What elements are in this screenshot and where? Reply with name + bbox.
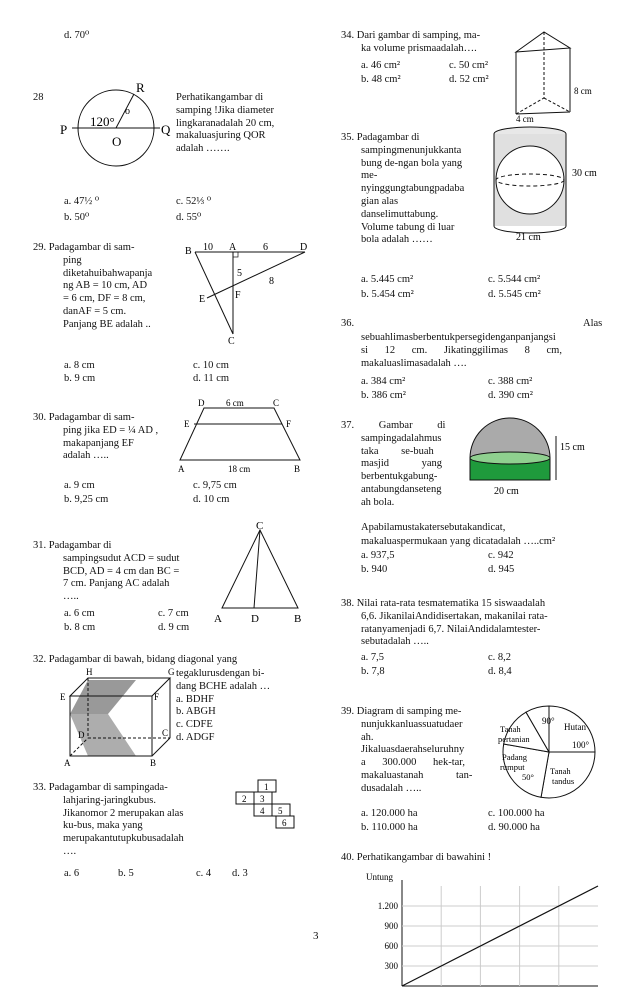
- svg-text:30 cm: 30 cm: [572, 168, 597, 179]
- q31-option-b: b. 8 cm: [64, 622, 96, 633]
- q37-option-a: a. 937,5: [361, 550, 395, 561]
- svg-text:3: 3: [260, 794, 265, 804]
- q35-text: [341, 132, 484, 247]
- q38-text: [341, 598, 603, 649]
- q35-line: danselimuttabung.: [361, 208, 439, 220]
- q29-line: ping: [63, 254, 82, 266]
- q30-option-c: c. 9,75 cm: [193, 480, 237, 491]
- q33-option-a: a. 6: [64, 868, 80, 879]
- q39-line: Jikaluasdaerahseluruhny: [361, 744, 465, 756]
- q35-option-a: a. 5.445 cm²: [361, 274, 414, 285]
- q37-line: berbentukgabung-: [361, 471, 438, 483]
- q29-line: 29. Padagambar di sam-: [33, 242, 135, 253]
- q30-line: adalah …..: [63, 450, 109, 462]
- q34-option-c: c. 50 cm²: [449, 60, 489, 71]
- svg-text:F: F: [154, 692, 160, 702]
- svg-text:C: C: [273, 398, 280, 408]
- q31-text: [33, 540, 211, 604]
- svg-text:D: D: [251, 613, 259, 624]
- q33-line: 33. Padagambar di sampingada-: [33, 782, 168, 793]
- svg-text:D: D: [78, 730, 85, 740]
- svg-text:B: B: [150, 758, 157, 768]
- q33-option-c: c. 4: [196, 868, 212, 879]
- q34-line: ka volume prismaadalah….: [361, 42, 477, 54]
- q32-line: dang BCHE adalah …: [176, 680, 271, 692]
- pie-label-pertanian-1: Tanah: [500, 724, 521, 734]
- q39-option-b: b. 110.000 ha: [361, 822, 418, 833]
- label-o: O: [112, 134, 122, 149]
- q36-option-b: b. 386 cm²: [361, 390, 406, 401]
- q39-line: nunjukkanluassuatudaer: [361, 718, 463, 730]
- q39-pie-chart: [492, 700, 610, 800]
- svg-text:E: E: [60, 692, 66, 702]
- q29-option-a: a. 8 cm: [64, 360, 95, 371]
- svg-text:G: G: [168, 667, 175, 677]
- q35-option-d: d. 5.545 cm²: [488, 289, 541, 300]
- q40-line-chart: [362, 868, 606, 990]
- q30-option-b: b. 9,25 cm: [64, 494, 109, 505]
- q30-line: makapanjang EF: [63, 437, 134, 449]
- q28-line: Perhatikangambar di: [176, 92, 264, 103]
- q35-line: nyinggungtabungpadaba: [361, 183, 465, 195]
- q39-option-d: d. 90.000 ha: [488, 822, 540, 833]
- q36-line: si 12 cm. Jikatinggilimas 8 cm,: [361, 344, 562, 356]
- svg-text:D: D: [300, 242, 308, 253]
- q32-option-b: b. ABGH: [176, 706, 216, 718]
- q35-option-b: b. 5.454 cm²: [361, 289, 414, 300]
- y-tick-label: 900: [384, 921, 398, 931]
- q31-line: 7 cm. Panjang AC adalah: [63, 578, 170, 590]
- q31-option-a: a. 6 cm: [64, 608, 95, 619]
- q39-line: a 300.000 hek-tar,: [361, 757, 465, 769]
- q29-option-b: b. 9 cm: [64, 373, 96, 384]
- svg-text:2: 2: [242, 794, 247, 804]
- svg-text:4 cm: 4 cm: [516, 114, 534, 124]
- q36-text: [361, 332, 601, 370]
- q37-line: antabungdanseteng: [361, 483, 442, 495]
- q37-line-8: Apabilamustakatersebutakandicat,: [361, 522, 506, 533]
- svg-text:10: 10: [203, 242, 213, 253]
- q29-line: diketahuibahwapanja: [63, 267, 153, 279]
- q31-option-d: d. 9 cm: [158, 622, 190, 633]
- q30-option-a: a. 9 cm: [64, 480, 95, 491]
- pie-label-padang-2: rumput: [500, 762, 525, 772]
- q29-option-c: c. 10 cm: [193, 360, 229, 371]
- q32-line: tegaklurusdengan bi-: [176, 668, 265, 679]
- label-p: P: [60, 122, 68, 137]
- q35-line: Volume tabung di luar: [361, 221, 455, 233]
- svg-text:A: A: [229, 242, 237, 253]
- svg-text:18 cm: 18 cm: [228, 464, 251, 474]
- svg-text:21 cm: 21 cm: [516, 232, 541, 243]
- pie-label-tandus-1: Tanah: [550, 766, 571, 776]
- svg-text:15 cm: 15 cm: [560, 442, 585, 453]
- svg-text:C: C: [256, 520, 264, 532]
- svg-text:6: 6: [282, 818, 287, 828]
- q38-line: 38. Nilai rata-rata tesmatematika 15 siswaadalah: [341, 598, 546, 609]
- q28-circle-figure: [52, 78, 176, 174]
- q32-cube-figure: [58, 666, 178, 770]
- q39-option-a: a. 120.000 ha: [361, 808, 418, 819]
- y-tick-label: 1.200: [377, 901, 398, 911]
- q31-line: …..: [63, 591, 79, 603]
- q28-option-d: d. 55⁰: [176, 212, 202, 223]
- pie-label-angle-top: 90°: [542, 716, 555, 726]
- q28-number: 28: [33, 92, 44, 103]
- q36-line: makaluaslimasadalah ….: [361, 357, 467, 369]
- q34-text: [341, 30, 480, 56]
- q33-line: ….: [63, 845, 77, 857]
- pie-label-pertanian-2: pertanian: [498, 734, 530, 744]
- svg-text:E: E: [184, 419, 190, 429]
- q29-line: = 6 cm, DF = 8 cm,: [63, 293, 146, 305]
- page-number: 3: [313, 930, 319, 942]
- q38-line: ratanyamenjadi 6,7. NilaiAndidalamtester-: [361, 623, 541, 635]
- q37-line: taka se-buah: [361, 445, 434, 457]
- q37-line-9: makaluaspermukaan yang dicatadalah …..cm²: [361, 536, 556, 547]
- q39-text: [341, 706, 489, 796]
- q39-line: ah.: [361, 731, 374, 743]
- q36-alas: Alas: [583, 318, 603, 329]
- svg-text:F: F: [235, 290, 241, 301]
- q28-line: makaluasjuring QOR: [176, 130, 266, 142]
- q34-option-d: d. 52 cm²: [449, 74, 489, 85]
- y-tick-label: 600: [384, 941, 398, 951]
- q36-option-c: c. 388 cm²: [488, 376, 533, 387]
- q30-text: [33, 412, 158, 463]
- q37-text: [341, 420, 465, 510]
- svg-text:8: 8: [269, 276, 274, 287]
- svg-text:A: A: [178, 464, 185, 474]
- q35-line: me-: [361, 170, 378, 182]
- q29-line: Panjang BE adalah ..: [63, 318, 151, 330]
- q29-line: danAF = 5 cm.: [63, 305, 127, 317]
- pie-label-padang-angle: 50°: [522, 772, 534, 782]
- svg-text:6: 6: [263, 242, 268, 253]
- q36-option-d: d. 390 cm²: [488, 390, 533, 401]
- q28-option-b: b. 50⁰: [64, 212, 90, 223]
- q28-line: lingkaranadalah 20 cm,: [176, 117, 275, 129]
- svg-text:A: A: [214, 613, 222, 624]
- q37-line: sampingadalahmus: [361, 432, 442, 444]
- q30-option-d: d. 10 cm: [193, 494, 230, 505]
- q38-option-b: b. 7,8: [361, 666, 385, 677]
- svg-text:D: D: [198, 398, 205, 408]
- q28-option-a: a. 47½ ⁰: [64, 196, 100, 207]
- q31-line: BCD, AD = 4 cm dan BC =: [63, 565, 180, 577]
- q39-line: makaluastanah tan-: [361, 769, 473, 781]
- q37-option-b: b. 940: [361, 564, 388, 575]
- q36-number: 36.: [341, 318, 355, 329]
- q39-line: 39. Diagram di samping me-: [341, 706, 462, 717]
- q38-option-d: d. 8,4: [488, 666, 512, 677]
- q33-line: lahjaring-jaringkubus.: [63, 794, 157, 806]
- q30-trapezoid-figure: [176, 398, 306, 476]
- q28-option-c: c. 52⅓ ⁰: [176, 196, 212, 207]
- q28-line: samping !Jika diameter: [176, 104, 274, 116]
- svg-text:5: 5: [237, 268, 242, 279]
- pie-label-hutan-angle: 100°: [572, 740, 590, 750]
- q35-line: bola adalah ……: [361, 234, 433, 246]
- svg-text:20 cm: 20 cm: [494, 486, 519, 497]
- q27-option-d: d. 70⁰: [64, 30, 90, 41]
- pie-label-padang-1: Padang: [502, 752, 528, 762]
- q35-option-c: c. 5.544 cm²: [488, 274, 541, 285]
- q31-option-c: c. 7 cm: [158, 608, 189, 619]
- label-angle: 120°: [90, 114, 115, 129]
- q28-line: adalah …….: [176, 143, 230, 155]
- q35-line: gian alas: [361, 195, 399, 207]
- q36-line: sebuahlimasberbentukpersegidenganpanjangsi: [361, 332, 556, 343]
- q33-text: [33, 782, 221, 859]
- q35-lead: 35. Padagambar di: [341, 132, 420, 143]
- q32-option-c: c. CDFE: [176, 719, 213, 731]
- svg-text:1: 1: [264, 782, 269, 792]
- q31-triangle-figure: [210, 520, 310, 624]
- q33-line: merupakantutupkubusadalah: [63, 833, 184, 845]
- svg-text:A: A: [64, 758, 71, 768]
- svg-text:B: B: [185, 246, 192, 257]
- q37-dome-figure: [464, 408, 614, 504]
- q33-cube-net-figure: [232, 778, 298, 842]
- q32-question: 32. Padagambar di bawah, bidang diagonal yang: [33, 654, 238, 665]
- q35-line: [341, 132, 484, 145]
- q29-option-d: d. 11 cm: [193, 373, 230, 384]
- chart-ylabel: Untung: [366, 872, 393, 882]
- q36-option-a: a. 384 cm²: [361, 376, 406, 387]
- q35-cylinder-figure: [486, 124, 606, 244]
- q39-line: dusadalah …..: [361, 782, 422, 794]
- svg-text:B: B: [294, 464, 301, 474]
- q29-line: ng AB = 10 cm, AD: [63, 280, 148, 292]
- q33-option-b: b. 5: [118, 868, 134, 879]
- q39-option-c: c. 100.000 ha: [488, 808, 545, 819]
- q33-line: Jikanomor 2 merupakan alas: [63, 807, 184, 819]
- q34-option-b: b. 48 cm²: [361, 74, 401, 85]
- svg-text:5: 5: [278, 806, 283, 816]
- q31-line: [33, 540, 211, 553]
- q32-option-d: d. ADGF: [176, 731, 215, 743]
- q37-option-c: c. 942: [488, 550, 514, 561]
- q34-option-a: a. 46 cm²: [361, 60, 401, 71]
- q35-line: bung de-ngan bola yang: [361, 157, 463, 169]
- q37-line: ah bola.: [361, 496, 395, 508]
- svg-text:8 cm: 8 cm: [574, 86, 592, 96]
- svg-text:B: B: [294, 613, 302, 624]
- y-tick-label: 300: [384, 961, 398, 971]
- svg-text:6 cm: 6 cm: [226, 398, 244, 408]
- q37-line: 37. Gambar di: [341, 420, 446, 431]
- q37-option-d: d. 945: [488, 564, 515, 575]
- svg-text:C: C: [162, 728, 169, 738]
- q33-line: [33, 820, 221, 833]
- q33-line-part: ku-bus, maka yang: [63, 820, 143, 832]
- q40-text: 40. Perhatikangambar di bawahini !: [341, 852, 492, 863]
- q38-line: sebutadalah …..: [361, 636, 429, 648]
- q32-option-a: a. BDHF: [176, 693, 214, 705]
- label-q: Q: [161, 122, 171, 137]
- svg-text:H: H: [86, 667, 93, 677]
- q30-line: 30. Padagambar di sam-: [33, 412, 135, 423]
- svg-text:4: 4: [260, 806, 265, 816]
- pie-label-tandus-2: tandus: [552, 776, 575, 786]
- q29-figure: [183, 242, 313, 346]
- q30-line: ping jika ED = ¼ AD ,: [63, 424, 159, 436]
- q37-line: masjid yang: [361, 458, 443, 470]
- svg-text:C: C: [228, 336, 235, 346]
- q29-text: [33, 242, 183, 332]
- q28-text: [176, 92, 274, 156]
- series-line: [402, 886, 598, 986]
- q34-prism-figure: [510, 24, 610, 126]
- svg-text:F: F: [286, 419, 292, 429]
- pie-label-hutan: Hutan: [564, 722, 586, 732]
- q35-line: sampingmenunjukkanta: [361, 144, 462, 156]
- q34-line: 34. Dari gambar di samping, ma-: [341, 30, 481, 41]
- label-deg: o: [125, 106, 130, 117]
- q33-option-d: d. 3: [232, 868, 248, 879]
- q31-lead: 31. Padagambar di: [33, 540, 112, 551]
- label-r: R: [136, 80, 145, 95]
- q38-line: 6,6. JikanilaiAndidisertakan, makanilai rata-: [361, 610, 548, 622]
- q31-line: sampingsudut ACD = sudut: [63, 552, 180, 564]
- q32-text: [176, 668, 270, 745]
- svg-text:E: E: [199, 294, 206, 305]
- q38-option-a: a. 7,5: [361, 652, 385, 663]
- q38-option-c: c. 8,2: [488, 652, 512, 663]
